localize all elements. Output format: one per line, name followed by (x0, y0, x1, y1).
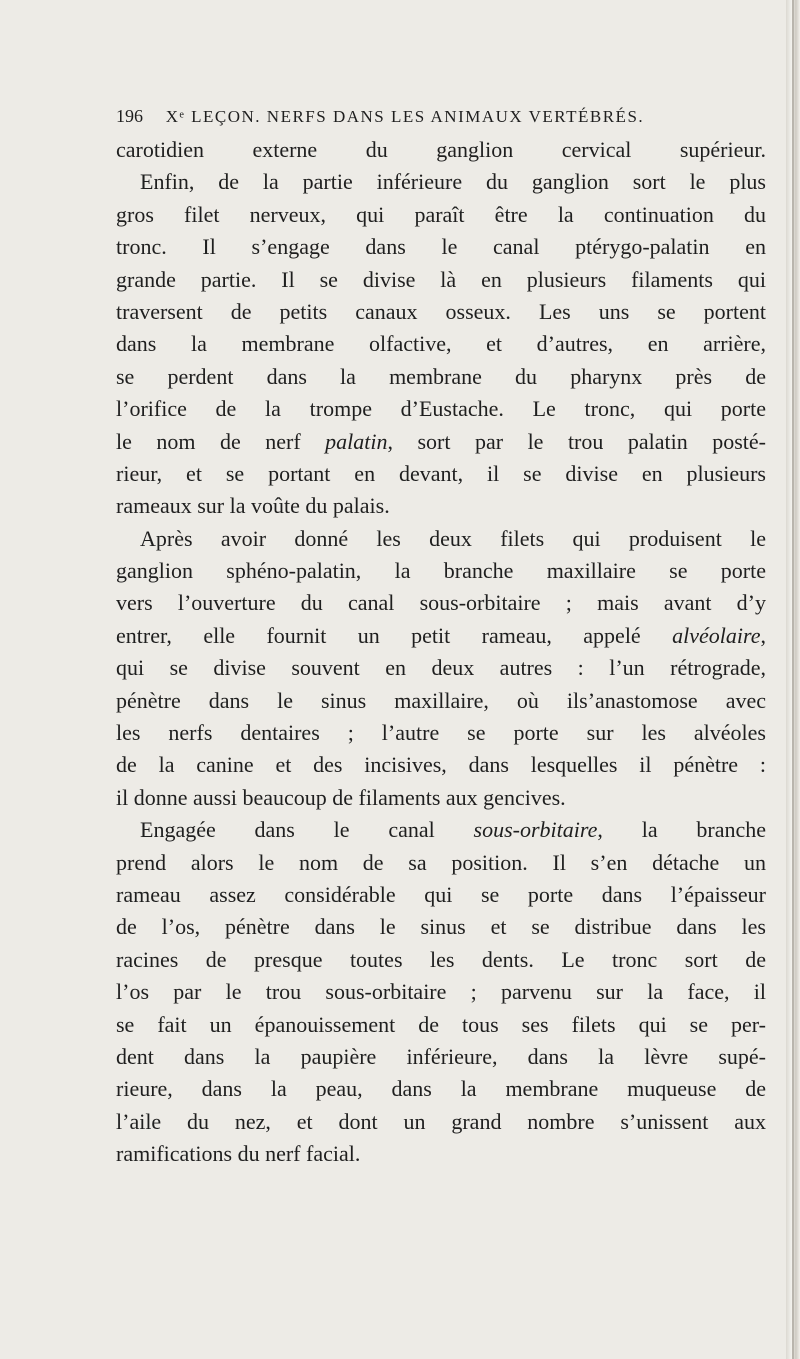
text-line: racines de presque toutes les dents. Le tronc sort de (116, 946, 766, 972)
edge-shadow (792, 0, 794, 1359)
page-number: 196 (116, 106, 143, 126)
text-line: rameau assez considérable qui se porte dans l’épaisseur (116, 881, 766, 907)
text-line: l’os par le trou sous-orbitaire ; parvenu sur la face, il (116, 979, 766, 1005)
text-line: rieure, dans la peau, dans la membrane muqueuse de (116, 1076, 766, 1102)
text-line: prend alors le nom de sa position. Il s’en détache un (116, 849, 766, 875)
text-line: ramifications du nerf facial. (116, 1141, 361, 1167)
text-line: qui se divise souvent en deux autres : l’un rétrograde, (116, 655, 766, 681)
text-line: Engagée dans le canal sous-orbitaire, la branche (140, 817, 767, 843)
text-line: dent dans la paupière inférieure, dans la lèvre supé- (116, 1043, 766, 1069)
text-line: se perdent dans la membrane du pharynx près de (116, 363, 766, 389)
italic-term: alvéolaire (672, 622, 761, 648)
text-line: Enfin, de la partie inférieure du ganglion sort le plus (140, 169, 766, 195)
text-line: se fait un épanouissement de tous ses filets qui se per- (116, 1011, 766, 1037)
text-line: l’aile du nez, et dont un grand nombre s’unissent aux (116, 1108, 766, 1134)
text-line: le nom de nerf palatin, sort par le trou palatin posté- (116, 428, 766, 454)
text-line: rieur, et se portant en devant, il se divise en plusieurs (116, 460, 766, 486)
text-line: ganglion sphéno-palatin, la branche maxillaire se porte (116, 558, 766, 584)
text-line: dans la membrane olfactive, et d’autres, en arrière, (116, 331, 766, 357)
body-text (116, 134, 766, 1171)
text-line: entrer, elle fournit un petit rameau, appelé alvéolaire, (116, 622, 766, 648)
running-head (116, 106, 756, 132)
italic-term: sous-orbitaire (473, 817, 598, 843)
text-line: de l’os, pénètre dans le sinus et se distribue dans les (116, 914, 766, 940)
text-line: vers l’ouverture du canal sous-orbitaire ; mais avant d’y (116, 590, 766, 616)
text-line: gros filet nerveux, qui paraît être la continuation du (116, 201, 766, 227)
italic-term: palatin (325, 428, 388, 454)
text-line: rameaux sur la voûte du palais. (116, 493, 390, 519)
text-line: carotidien externe du ganglion cervical supérieur. (116, 137, 766, 162)
text-line: Après avoir donné les deux filets qui produisent le (140, 525, 766, 551)
book-edge (786, 0, 800, 1359)
text-line: traversent de petits canaux osseux. Les uns se portent (116, 298, 766, 324)
text-line: tronc. Il s’engage dans le canal ptérygo-palatin en (116, 234, 766, 260)
text-line: de la canine et des incisives, dans lesquelles il pénètre : (116, 752, 766, 778)
text-line: l’orifice de la trompe d’Eustache. Le tronc, qui porte (116, 396, 766, 422)
text-line: les nerfs dentaires ; l’autre se porte sur les alvéoles (116, 720, 766, 746)
text-line: il donne aussi beaucoup de filaments aux gencives. (116, 784, 566, 810)
text-line: grande partie. Il se divise là en plusieurs filaments qui (116, 266, 766, 292)
text-line: pénètre dans le sinus maxillaire, où ils’anastomose avec (116, 687, 766, 713)
running-head-title: Xᵉ LEÇON. NERFS DANS LES ANIMAUX VERTÉBRÉS. (165, 107, 645, 126)
